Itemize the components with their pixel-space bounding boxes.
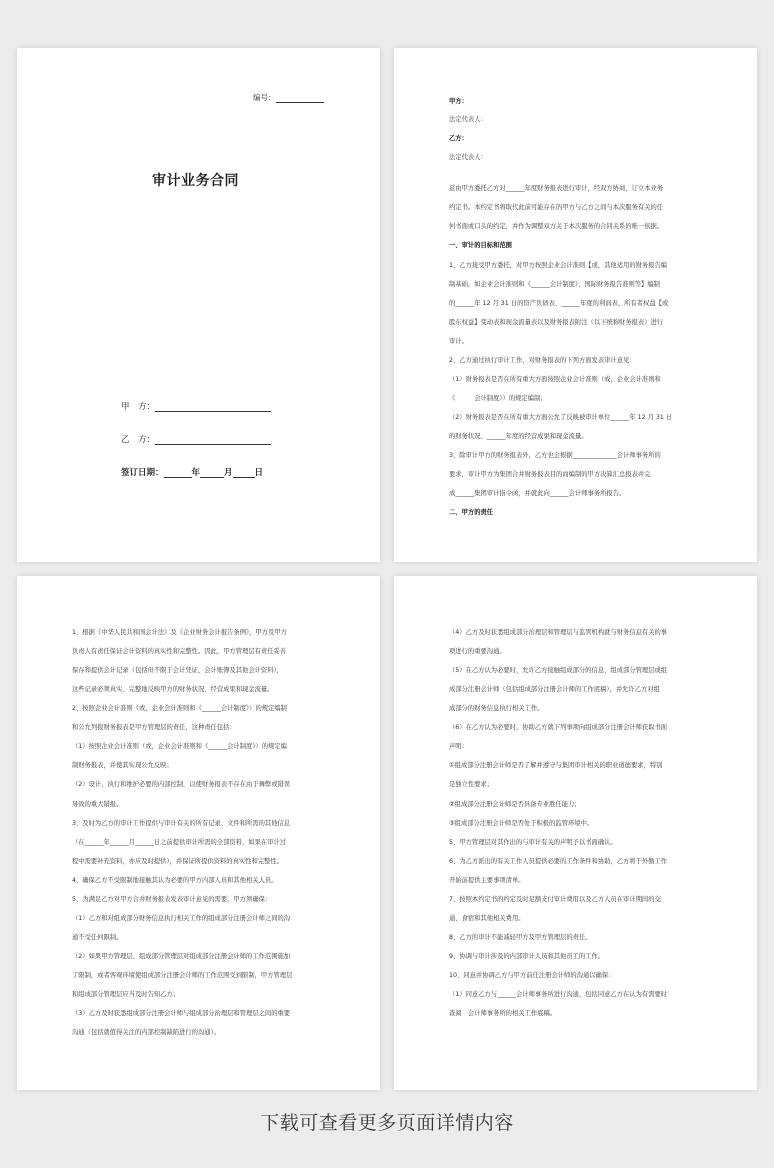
text-line: ②组成部分注册会计师是否具备专业胜任能力； [449,800,581,808]
text-line: 通、食宿和其他相关费用。 [449,914,525,922]
text-line: 成______集团审计指令函，并就此向______会计师事务所报告。 [449,490,626,497]
text-line: 二、甲方的责任 [449,509,494,516]
text-line: （1）财务报表是否在所有重大方面按照企业会计准则（或，企业会计准则和 [449,376,661,383]
contract-number-label: 编号： [253,93,276,102]
text-line: （1）按照企业会计准则（或，企业会计准则和《______会计制度》）的规定编 [72,743,287,751]
contract-number-field [253,92,324,103]
text-line: 3、除审计甲方的财务报表外，乙方也会根据______________会计师事务所的 [449,452,661,459]
contract-number-blank [276,94,324,103]
text-line: （2）财务报表是否在所有重大方面公允了反映被审计单位______年 12 月 31 日 [449,414,673,421]
text-line: 成部分注册会计师（包括组成部分注册会计师的工作底稿），并允许乙方对组 [449,686,660,694]
text-line: 1、乙方接受甲方委托，对甲方按照企业会计准则【或，其他适用的财务报告编 [449,262,668,269]
text-line: ③组成部分注册会计师是否处于积极的监管环境中。 [449,819,594,827]
party-a-label: 甲 方： [121,402,156,412]
text-line: 7、按照本约定书的约定及时足额支付审计费用以及乙方人员在审计期间的交 [449,895,661,903]
text-line: 负责人有责任保证会计资料的真实性和完整性。因此，甲方管理层有责任妥善 [72,648,287,655]
text-line: 6、为乙方派出的有关工作人员提供必要的工作条件和协助，乙方将于外勤工作 [449,857,668,865]
text-line: （1）乙方和对组成部分财务信息执行相关工作的组成部分注册会计师之间的沟 [72,914,291,922]
text-line: 《 会计制度》）的规定编制； [449,395,547,402]
text-line: 3、及时为乙方的审计工作提供与审计有关的所有记录、文件和所需的其他信息 [72,819,291,827]
text-line: （2）如果甲方管理层、组成部分管理层对组成部分注册会计师的工作范围施加 [72,952,291,960]
text-line: 8、乙方的审计不能减轻甲方及甲方管理层的责任。 [449,933,592,941]
text-line: （1）同意乙方与______会计师事务所进行沟通，包括同意乙方在认为有需要时 [449,990,668,998]
party-a-field [121,400,271,412]
text-line: 一、审计的目标和范围 [449,242,512,249]
text-line: 2、乙方通过执行审计工作，对财务报表的下列方面发表审计意见： [449,357,636,364]
text-line: 和公允列报财务报表是甲方管理层的责任，这种责任包括： [72,724,236,732]
text-line: 声明： [449,743,468,751]
text-line: 乙方： [449,135,468,142]
text-line: （4）乙方及时获悉组成部分治理层和管理层与监管机构就与财务信息有关的事 [449,629,668,636]
download-more-caption: 下载可查看更多页面详情内容 [260,1112,514,1134]
text-line: ①组成部分注册会计师是否了解并遵守与集团审计相关的职业道德要求，特别 [449,762,663,770]
text-line: 成部分的财务信息执行相关工作。 [449,705,544,713]
party-b-blank [155,435,271,445]
text-line: 这些记录必须真实、完整地反映甲方的财务状况、经营成果和现金流量。 [72,686,274,694]
text-line: 10、同意并协调乙方与甲方前任注册会计师的沟通以确保： [449,971,615,979]
text-line: 是独立性要求； [449,781,494,789]
text-line: 项进行的重要沟通。 [449,648,506,655]
text-line: 导致的重大错报。 [72,800,123,808]
text-line: 的财务状况、______年度的经营成果和现金流量。 [449,433,588,440]
party-a-blank [155,402,271,412]
text-line: 要求，审计甲方为集团合并财务报表目的而编制的甲方决算汇总报表并完 [449,471,651,478]
text-line: （在______年______月______日之前提供审计所需的全部资料，如果在审计过 [72,838,287,846]
text-line: 开始前提供主要事项清单。 [449,876,525,884]
text-line: 甲方： [449,98,468,105]
document-page-2 [394,48,757,562]
year-blank [164,468,192,478]
text-line: 了限制，或者客观环境使组成部分注册会计师的工作范围受到限制，甲方管理层 [72,971,293,979]
text-line: 制基础，如企业会计准则和《______会计制度》、国际财务报告准则等】编制 [449,281,660,288]
text-line: 制财务报表，并使其实现公允反映； [72,762,173,770]
text-line: 约定书。本约定书将取代此前可能存在的甲方与乙方之间与本次服务有关的任 [449,204,664,211]
year-label: 年 [191,468,201,478]
text-line: 股东权益】变动表和现金流量表以及财务报表附注（以下统称财务报表）进行 [449,319,664,326]
text-line: 2、按照企业会计准则（或，企业会计准则和《______会计制度》）的规定编制 [72,705,287,713]
document-page-4 [394,576,757,1090]
day-label: 日 [254,468,264,478]
text-line: （5）在乙方认为必要时，允许乙方接触组成部分的信息、组成部分管理层或组 [449,667,668,675]
party-b-label: 乙 方： [121,435,156,445]
text-line: 兹由甲方委托乙方对______年度财务报表进行审计，经双方协商，订立本业务 [449,185,664,192]
month-blank [200,468,224,478]
document-page-3 [17,576,380,1090]
text-line: 法定代表人： [449,154,487,161]
text-line: （3）乙方及时获悉组成部分注册会计师与组成部分治理层和管理层之间的重要 [72,1010,291,1017]
text-line: 5、为满足乙方对甲方合并财务报表发表审计意见的需要，甲方须确保： [72,895,272,903]
document-page-cover [17,48,380,562]
text-line: （2）设计、执行和维护必要的内部控制，以使财务报表不存在由于舞弊或错误 [72,781,291,789]
text-line: 4、确保乙方不受限制地接触其认为必要的甲方内部人员和其他相关人员。 [72,876,278,884]
text-line: 程中需要补充资料，亦应及时提供），并保证所提供资料的真实性和完整性。 [72,857,283,865]
text-line: 审计。 [449,338,468,345]
text-line: 9、协调与审计涉及的内部审计人员和其他员工的工作。 [449,952,605,960]
sign-date-field [121,466,263,478]
day-blank [233,468,255,478]
text-line: 沟通（包括就值得关注的内部控制缺陷进行的沟通）。 [72,1029,220,1037]
text-line: 5、甲方管理层对其作出的与审计有关的声明予以书面确认。 [449,838,617,846]
text-line: 法定代表人： [449,116,487,123]
text-line: 的______年 12 月 31 日的资产负债表、______年度的利润表、所有者权益【或 [449,300,669,307]
text-line: 查阅 会计师事务所的相关工作底稿。 [449,1010,557,1017]
text-line: 何书面或口头的约定，并作为调整双方关于本次服务的合同关系的唯一依据。 [449,223,664,230]
document-title: 审计业务合同 [152,173,239,189]
month-label: 月 [224,468,233,478]
sign-date-label: 签订日期： [121,468,164,478]
party-b-field [121,433,271,445]
text-line: 保存和提供会计记录（包括但不限于会计凭证、会计账簿及其他会计资料）， [72,667,283,675]
text-line: 1、根据《中华人民共和国会计法》及《企业财务会计报告条例》，甲方及甲方 [72,629,287,636]
text-line: 和组成部分管理层应当及时告知乙方； [72,990,180,998]
text-line: （6）在乙方认为必要时，协助乙方就下列事项向组成部分注册会计师获取书面 [449,724,668,732]
text-line: 通不受任何限制。 [72,933,123,941]
